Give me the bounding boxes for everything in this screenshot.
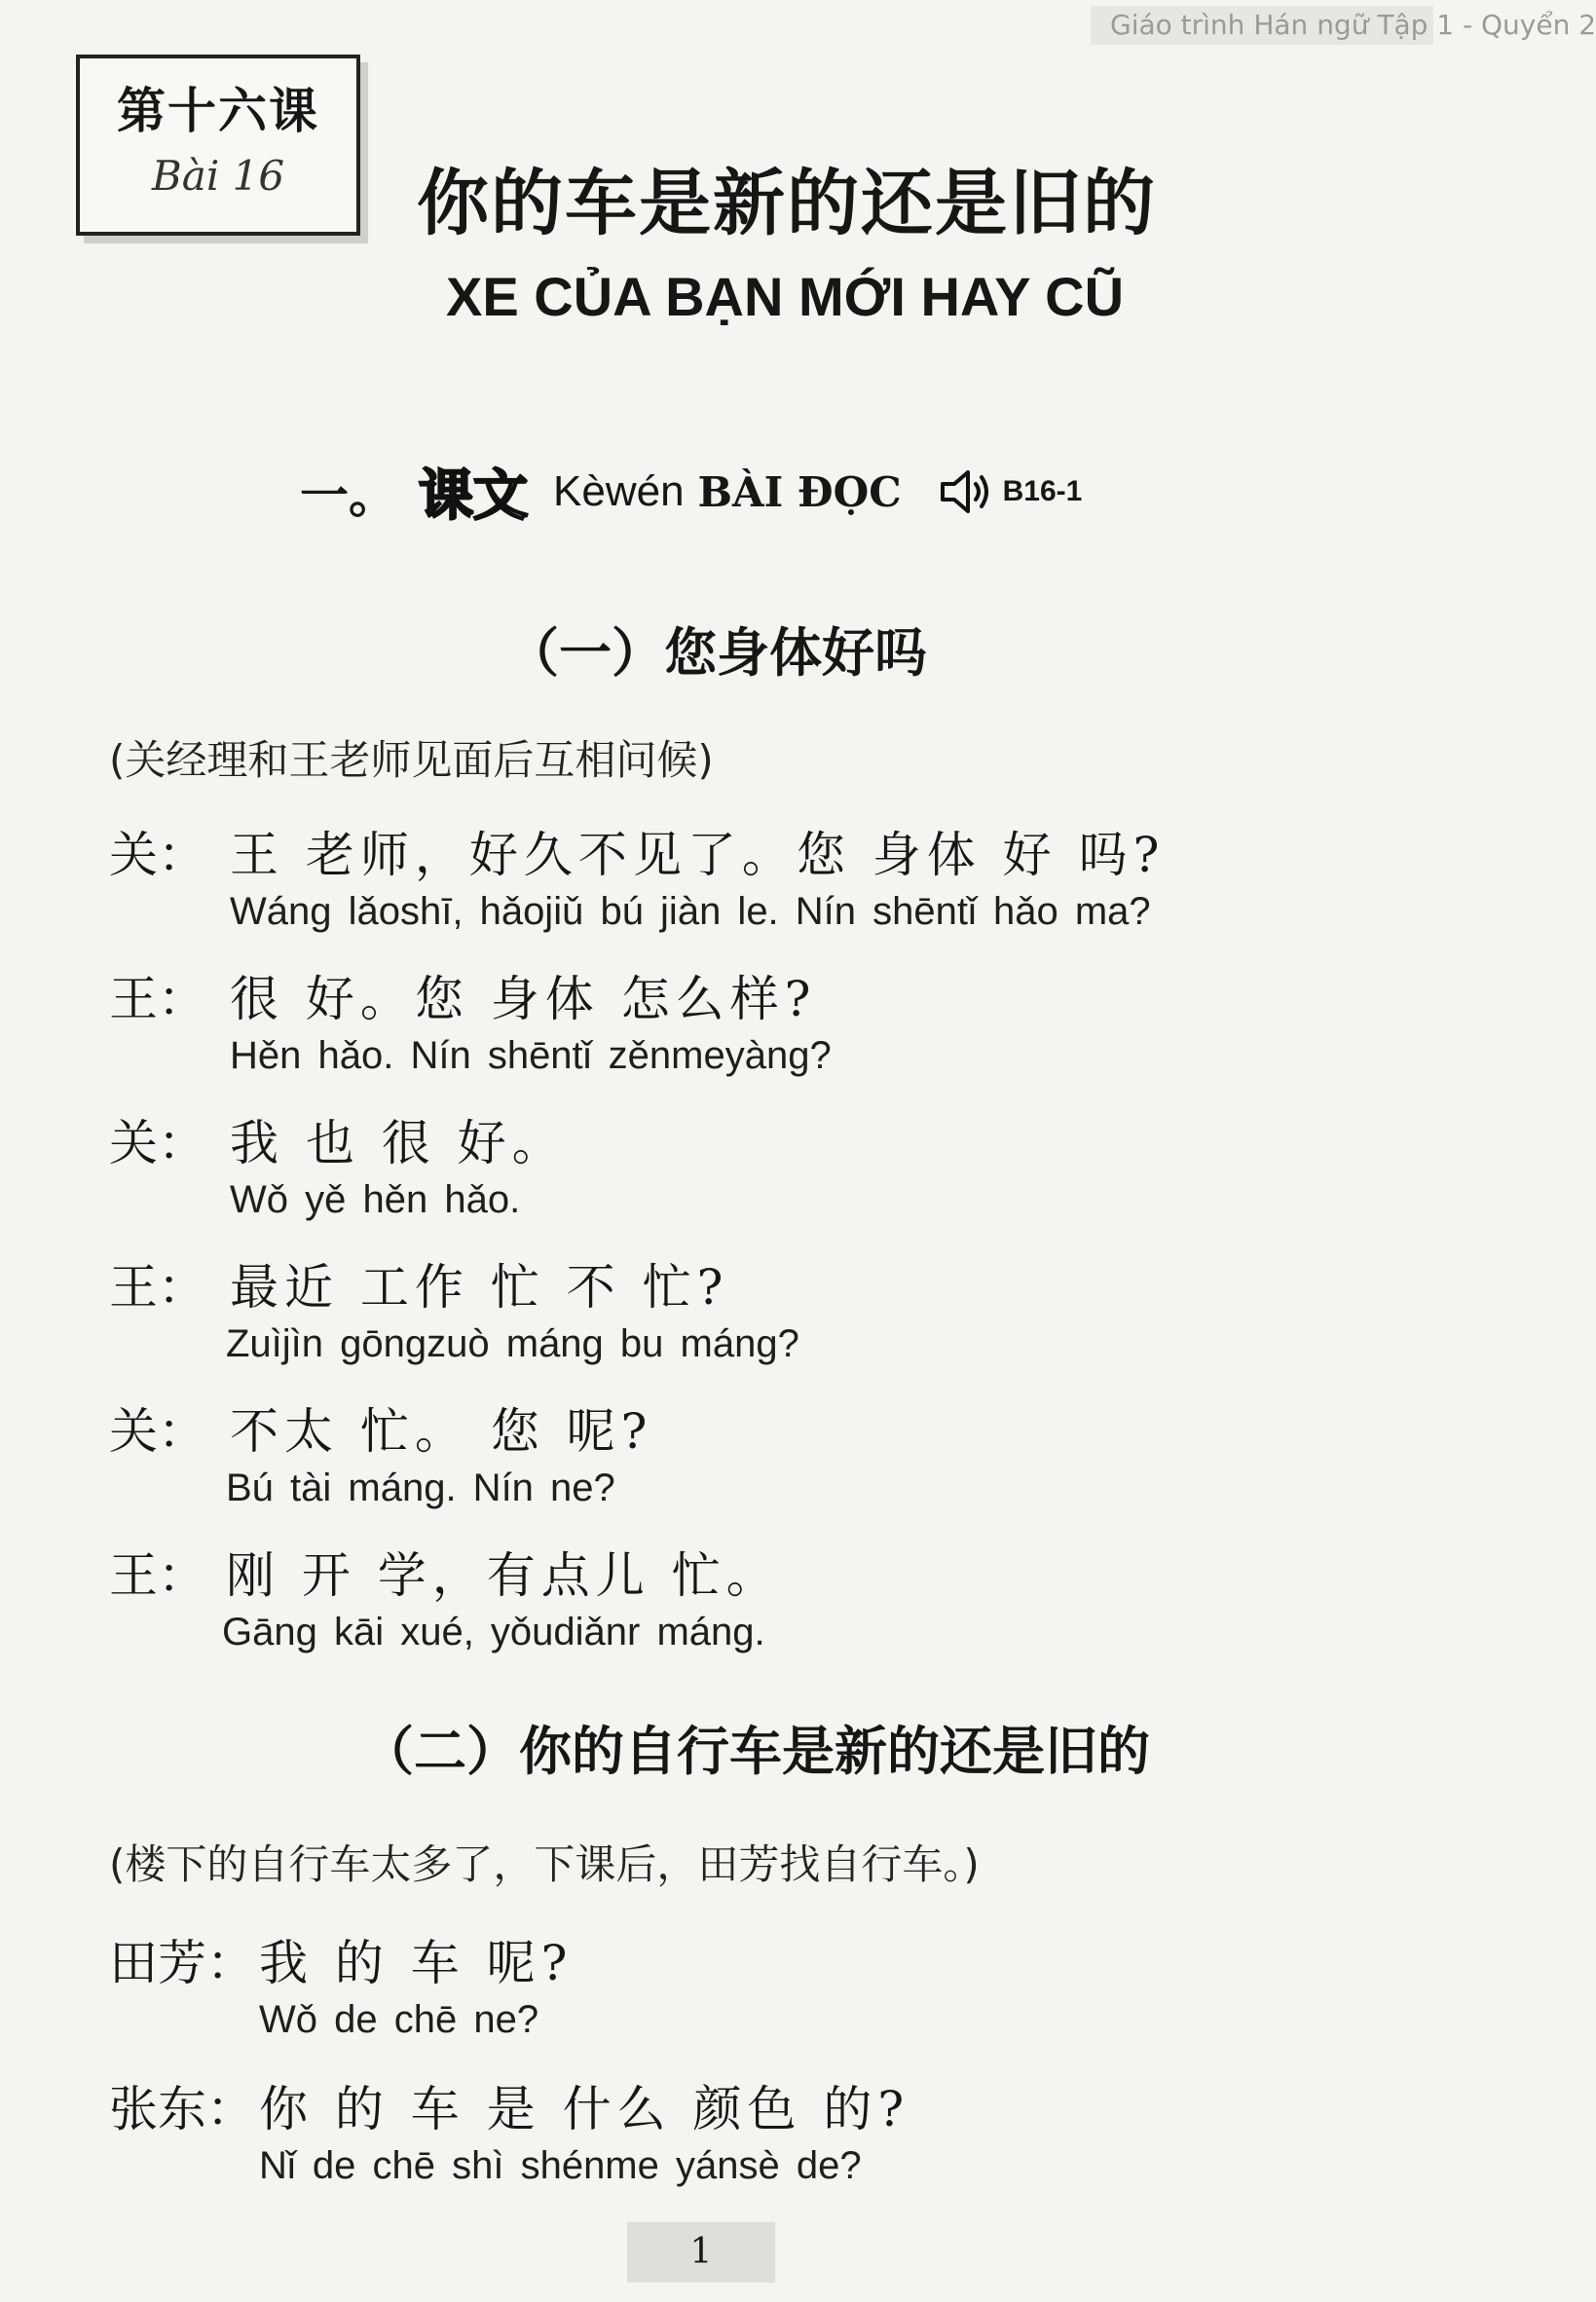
section-title-chinese: 课文 <box>419 464 528 528</box>
pinyin-text: Wáng lǎoshī, hǎojiǔ bú jiàn le. Nín shēntǐ hǎo ma? <box>230 890 1151 933</box>
pinyin-text: Nǐ de chē shì shénme yánsè de? <box>259 2144 862 2187</box>
pinyin-text: Wǒ de chē ne? <box>259 1998 539 2041</box>
chinese-text: 我 也 很 好。 <box>230 1115 567 1171</box>
lesson-number-box <box>76 55 360 236</box>
pinyin-text: Bú tài máng. Nín ne? <box>226 1467 615 1509</box>
speaker-label: 王： <box>109 1547 206 1604</box>
running-header-text: Giáo trình Hán ngữ Tập 1 - Quyển 2 <box>1110 9 1596 41</box>
chinese-text: 王 老师，好久不见了。您 身体 好 吗? <box>230 827 1166 883</box>
speaker-label: 王： <box>109 971 206 1027</box>
lesson-number-vietnamese: Bài 16 <box>151 152 285 200</box>
pinyin-text: Zuìjìn gōngzuò máng bu máng? <box>226 1322 799 1365</box>
speaker-label: 王： <box>109 1259 206 1316</box>
speaker-label: 关： <box>109 1403 206 1460</box>
speaker-label: 关： <box>109 1115 206 1171</box>
pinyin-text: Gāng kāi xué, yǒudiǎnr máng. <box>222 1611 765 1653</box>
section-heading <box>300 458 1082 526</box>
running-header <box>1091 6 1596 45</box>
pinyin-text: Wǒ yě hěn hǎo. <box>230 1178 521 1221</box>
section-title-vietnamese: BÀI ĐỌC <box>697 467 902 516</box>
section-title-pinyin: Kèwén <box>553 467 685 515</box>
speaker-label: 田芳： <box>109 1935 255 1991</box>
chinese-text: 刚 开 学，有点儿 忙。 <box>226 1547 781 1604</box>
chinese-text: 不太 忙。 您 呢? <box>230 1403 653 1460</box>
chinese-text: 最近 工作 忙 不 忙? <box>230 1259 729 1316</box>
part-2-heading: （二）你的自行车是新的还是旧的 <box>361 1720 1150 1782</box>
chinese-text: 我 的 车 呢? <box>259 1935 574 1991</box>
part-2-context: (楼下的自行车太多了，下课后，田芳找自行车。) <box>109 1840 980 1888</box>
lesson-title-vietnamese: XE CỦA BẠN MỚI HAY CŨ <box>446 266 1125 327</box>
part-1-context: (关经理和王老师见面后互相问候) <box>109 736 714 784</box>
lesson-title-chinese: 你的车是新的还是旧的 <box>417 162 1157 245</box>
audio-track-code: B16-1 <box>1002 475 1083 507</box>
section-number: 一。 <box>300 467 397 524</box>
lesson-number-chinese: 第十六课 <box>117 82 319 139</box>
chinese-text: 很 好。您 身体 怎么样? <box>230 971 817 1027</box>
part-1-heading: （一）您身体好吗 <box>506 621 927 684</box>
page-number: 1 <box>627 2222 775 2283</box>
pinyin-text: Hěn hǎo. Nín shēntǐ zěnmeyàng? <box>230 1034 832 1077</box>
speaker-label: 张东： <box>109 2081 255 2137</box>
speaker-icon[interactable] <box>937 463 995 521</box>
speaker-label: 关： <box>109 827 206 883</box>
chinese-text: 你 的 车 是 什么 颜色 的? <box>259 2081 910 2137</box>
